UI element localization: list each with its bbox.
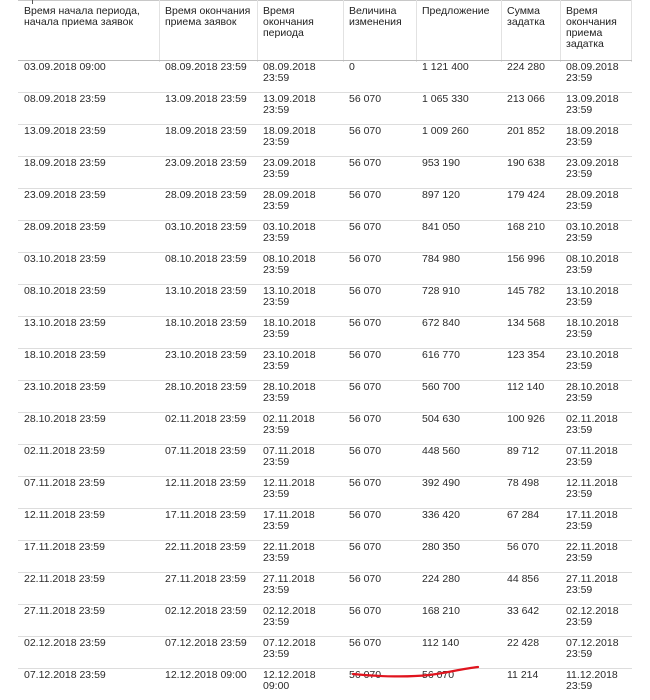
cell-period-end: 08.09.2018 23:59 (257, 61, 343, 93)
header-period-start: Время начала периода, начала приема заявок (18, 0, 159, 61)
cell-deposit-end: 02.11.2018 23:59 (560, 413, 632, 445)
cell-offer: 841 050 (416, 221, 501, 253)
table-row (18, 541, 632, 573)
cell-period-start: 12.11.2018 23:59 (18, 509, 159, 541)
table-row (18, 637, 632, 669)
table-row (18, 381, 632, 413)
cell-offer: 1 121 400 (416, 61, 501, 93)
cell-period-end: 28.09.2018 23:59 (257, 189, 343, 221)
table-header-row (18, 0, 632, 61)
cell-bids-end: 23.09.2018 23:59 (159, 157, 257, 189)
cell-change-amount: 56 070 (343, 93, 416, 125)
cell-period-start: 28.10.2018 23:59 (18, 413, 159, 445)
header-deposit-amount: Сумма задатка (501, 0, 560, 61)
cell-period-start: 18.09.2018 23:59 (18, 157, 159, 189)
cell-change-amount: 56 070 (343, 349, 416, 381)
cell-period-end: 17.11.2018 23:59 (257, 509, 343, 541)
cell-period-end: 13.09.2018 23:59 (257, 93, 343, 125)
cell-offer: 112 140 (416, 637, 501, 669)
header-period-end: Время окончания периода (257, 0, 343, 61)
cell-change-amount: 56 070 (343, 605, 416, 637)
cell-deposit-end: 23.10.2018 23:59 (560, 349, 632, 381)
cell-deposit-amount: 89 712 (501, 445, 560, 477)
cell-offer: 728 910 (416, 285, 501, 317)
cell-deposit-end: 07.12.2018 23:59 (560, 637, 632, 669)
cell-deposit-amount: 168 210 (501, 221, 560, 253)
cell-deposit-end: 02.12.2018 23:59 (560, 605, 632, 637)
table-row (18, 477, 632, 509)
cell-period-end: 27.11.2018 23:59 (257, 573, 343, 605)
cell-bids-end: 23.10.2018 23:59 (159, 349, 257, 381)
cell-period-start: 13.10.2018 23:59 (18, 317, 159, 349)
cell-period-start: 23.10.2018 23:59 (18, 381, 159, 413)
cell-deposit-end: 07.11.2018 23:59 (560, 445, 632, 477)
cell-period-start: 07.12.2018 23:59 (18, 669, 159, 700)
cell-bids-end: 07.12.2018 23:59 (159, 637, 257, 669)
cell-period-end: 07.11.2018 23:59 (257, 445, 343, 477)
cell-change-amount: 56 070 (343, 541, 416, 573)
table-row (18, 125, 632, 157)
cell-period-end: 28.10.2018 23:59 (257, 381, 343, 413)
red-underline-annotation (351, 665, 481, 681)
cell-deposit-amount: 44 856 (501, 573, 560, 605)
table-row (18, 221, 632, 253)
cell-deposit-end: 17.11.2018 23:59 (560, 509, 632, 541)
cell-period-end: 23.09.2018 23:59 (257, 157, 343, 189)
table-row (18, 189, 632, 221)
table-row (18, 317, 632, 349)
cell-period-end: 12.11.2018 23:59 (257, 477, 343, 509)
cell-offer: 784 980 (416, 253, 501, 285)
header-bids-end: Время окончания приема заявок (159, 0, 257, 61)
cell-deposit-amount: 156 996 (501, 253, 560, 285)
cell-bids-end: 08.10.2018 23:59 (159, 253, 257, 285)
cell-period-end: 03.10.2018 23:59 (257, 221, 343, 253)
cell-deposit-end: 13.10.2018 23:59 (560, 285, 632, 317)
cell-deposit-amount: 67 284 (501, 509, 560, 541)
cell-offer: 280 350 (416, 541, 501, 573)
cell-change-amount: 56 070 (343, 381, 416, 413)
cell-deposit-amount: 179 424 (501, 189, 560, 221)
cell-period-start: 02.11.2018 23:59 (18, 445, 159, 477)
cell-change-amount: 0 (343, 61, 416, 93)
cell-period-end: 23.10.2018 23:59 (257, 349, 343, 381)
cell-bids-end: 13.09.2018 23:59 (159, 93, 257, 125)
table-body (18, 61, 632, 700)
cell-period-start: 03.09.2018 09:00 (18, 61, 159, 93)
cell-period-end: 13.10.2018 23:59 (257, 285, 343, 317)
cell-bids-end: 07.11.2018 23:59 (159, 445, 257, 477)
cell-bids-end: 28.10.2018 23:59 (159, 381, 257, 413)
cell-period-end: 18.10.2018 23:59 (257, 317, 343, 349)
cell-deposit-amount: 33 642 (501, 605, 560, 637)
table-row (18, 445, 632, 477)
cell-bids-end: 18.09.2018 23:59 (159, 125, 257, 157)
cell-deposit-amount: 190 638 (501, 157, 560, 189)
cell-offer: 392 490 (416, 477, 501, 509)
cell-change-amount: 56 070 (343, 637, 416, 669)
cell-deposit-end: 11.12.2018 23:59 (560, 669, 632, 700)
cell-deposit-amount: 22 428 (501, 637, 560, 669)
cell-deposit-amount: 123 354 (501, 349, 560, 381)
red-underline-stroke (353, 667, 478, 676)
cell-deposit-end: 22.11.2018 23:59 (560, 541, 632, 573)
cell-change-amount: 56 070 (343, 445, 416, 477)
cell-period-end: 02.11.2018 23:59 (257, 413, 343, 445)
cell-deposit-amount: 213 066 (501, 93, 560, 125)
cell-deposit-end: 28.10.2018 23:59 (560, 381, 632, 413)
cell-change-amount: 56 070 (343, 221, 416, 253)
cell-deposit-end: 23.09.2018 23:59 (560, 157, 632, 189)
cell-deposit-amount: 134 568 (501, 317, 560, 349)
cell-offer: 504 630 (416, 413, 501, 445)
table-row (18, 669, 632, 700)
cell-period-end: 02.12.2018 23:59 (257, 605, 343, 637)
cell-bids-end: 08.09.2018 23:59 (159, 61, 257, 93)
table-row (18, 413, 632, 445)
cell-bids-end: 12.11.2018 23:59 (159, 477, 257, 509)
cell-offer: 56 070 (416, 669, 501, 700)
cell-offer: 224 280 (416, 573, 501, 605)
cell-deposit-end: 27.11.2018 23:59 (560, 573, 632, 605)
cell-period-start: 22.11.2018 23:59 (18, 573, 159, 605)
cell-deposit-amount: 201 852 (501, 125, 560, 157)
cell-offer: 1 065 330 (416, 93, 501, 125)
cell-deposit-end: 18.09.2018 23:59 (560, 125, 632, 157)
cell-change-amount: 56 070 (343, 125, 416, 157)
cell-bids-end: 02.11.2018 23:59 (159, 413, 257, 445)
cell-deposit-end: 18.10.2018 23:59 (560, 317, 632, 349)
cell-bids-end: 27.11.2018 23:59 (159, 573, 257, 605)
cell-offer: 560 700 (416, 381, 501, 413)
header-deposit-end: Время окончания приема задатка (560, 0, 632, 61)
cell-period-end: 22.11.2018 23:59 (257, 541, 343, 573)
cell-bids-end: 02.12.2018 23:59 (159, 605, 257, 637)
schedule-table-wrapper (18, 0, 632, 680)
table-row (18, 93, 632, 125)
cell-change-amount: 56 070 (343, 253, 416, 285)
cell-period-start: 02.12.2018 23:59 (18, 637, 159, 669)
cell-offer: 672 840 (416, 317, 501, 349)
cell-bids-end: 13.10.2018 23:59 (159, 285, 257, 317)
cell-bids-end: 18.10.2018 23:59 (159, 317, 257, 349)
cell-offer: 448 560 (416, 445, 501, 477)
cell-bids-end: 12.12.2018 09:00 (159, 669, 257, 700)
price-reduction-schedule-table (18, 0, 632, 700)
cell-deposit-amount: 224 280 (501, 61, 560, 93)
cell-change-amount: 56 070 (343, 477, 416, 509)
cell-deposit-end: 13.09.2018 23:59 (560, 93, 632, 125)
cell-offer: 336 420 (416, 509, 501, 541)
cell-deposit-end: 28.09.2018 23:59 (560, 189, 632, 221)
table-row (18, 573, 632, 605)
cell-deposit-end: 08.10.2018 23:59 (560, 253, 632, 285)
cell-period-end: 12.12.2018 09:00 (257, 669, 343, 700)
cell-deposit-amount: 78 498 (501, 477, 560, 509)
cell-period-start: 08.09.2018 23:59 (18, 93, 159, 125)
cell-change-amount: 56 070 (343, 413, 416, 445)
cell-offer: 616 770 (416, 349, 501, 381)
cell-deposit-amount: 145 782 (501, 285, 560, 317)
table-row (18, 61, 632, 93)
cell-change-amount: 56 070 (343, 157, 416, 189)
table-row (18, 605, 632, 637)
cell-period-start: 18.10.2018 23:59 (18, 349, 159, 381)
cell-deposit-amount: 11 214 (501, 669, 560, 700)
cell-bids-end: 22.11.2018 23:59 (159, 541, 257, 573)
cell-period-start: 07.11.2018 23:59 (18, 477, 159, 509)
cell-period-start: 13.09.2018 23:59 (18, 125, 159, 157)
cell-period-end: 18.09.2018 23:59 (257, 125, 343, 157)
cell-period-start: 08.10.2018 23:59 (18, 285, 159, 317)
cell-deposit-amount: 100 926 (501, 413, 560, 445)
cell-offer: 897 120 (416, 189, 501, 221)
cell-period-start: 28.09.2018 23:59 (18, 221, 159, 253)
cell-offer: 168 210 (416, 605, 501, 637)
cell-deposit-end: 08.09.2018 23:59 (560, 61, 632, 93)
cell-deposit-amount: 56 070 (501, 541, 560, 573)
cell-offer: 1 009 260 (416, 125, 501, 157)
cell-bids-end: 17.11.2018 23:59 (159, 509, 257, 541)
cell-change-amount: 56 070 (343, 573, 416, 605)
cell-change-amount: 56 070 (343, 189, 416, 221)
cell-deposit-end: 03.10.2018 23:59 (560, 221, 632, 253)
cell-change-amount: 56 070 (343, 509, 416, 541)
cell-period-end: 07.12.2018 23:59 (257, 637, 343, 669)
table-row (18, 509, 632, 541)
cell-change-amount: 56 070 (343, 317, 416, 349)
cell-period-end: 08.10.2018 23:59 (257, 253, 343, 285)
table-row (18, 285, 632, 317)
cell-change-amount: 56 070 (343, 669, 416, 700)
cell-period-start: 27.11.2018 23:59 (18, 605, 159, 637)
cell-bids-end: 03.10.2018 23:59 (159, 221, 257, 253)
header-offer: Предложение (416, 0, 501, 61)
cell-deposit-end: 12.11.2018 23:59 (560, 477, 632, 509)
cell-change-amount: 56 070 (343, 285, 416, 317)
table-row (18, 157, 632, 189)
cell-period-start: 03.10.2018 23:59 (18, 253, 159, 285)
cell-bids-end: 28.09.2018 23:59 (159, 189, 257, 221)
header-change-amount: Величина изменения (343, 0, 416, 61)
table-row (18, 349, 632, 381)
cell-deposit-amount: 112 140 (501, 381, 560, 413)
cell-period-start: 17.11.2018 23:59 (18, 541, 159, 573)
cell-offer: 953 190 (416, 157, 501, 189)
cell-period-start: 23.09.2018 23:59 (18, 189, 159, 221)
table-row (18, 253, 632, 285)
